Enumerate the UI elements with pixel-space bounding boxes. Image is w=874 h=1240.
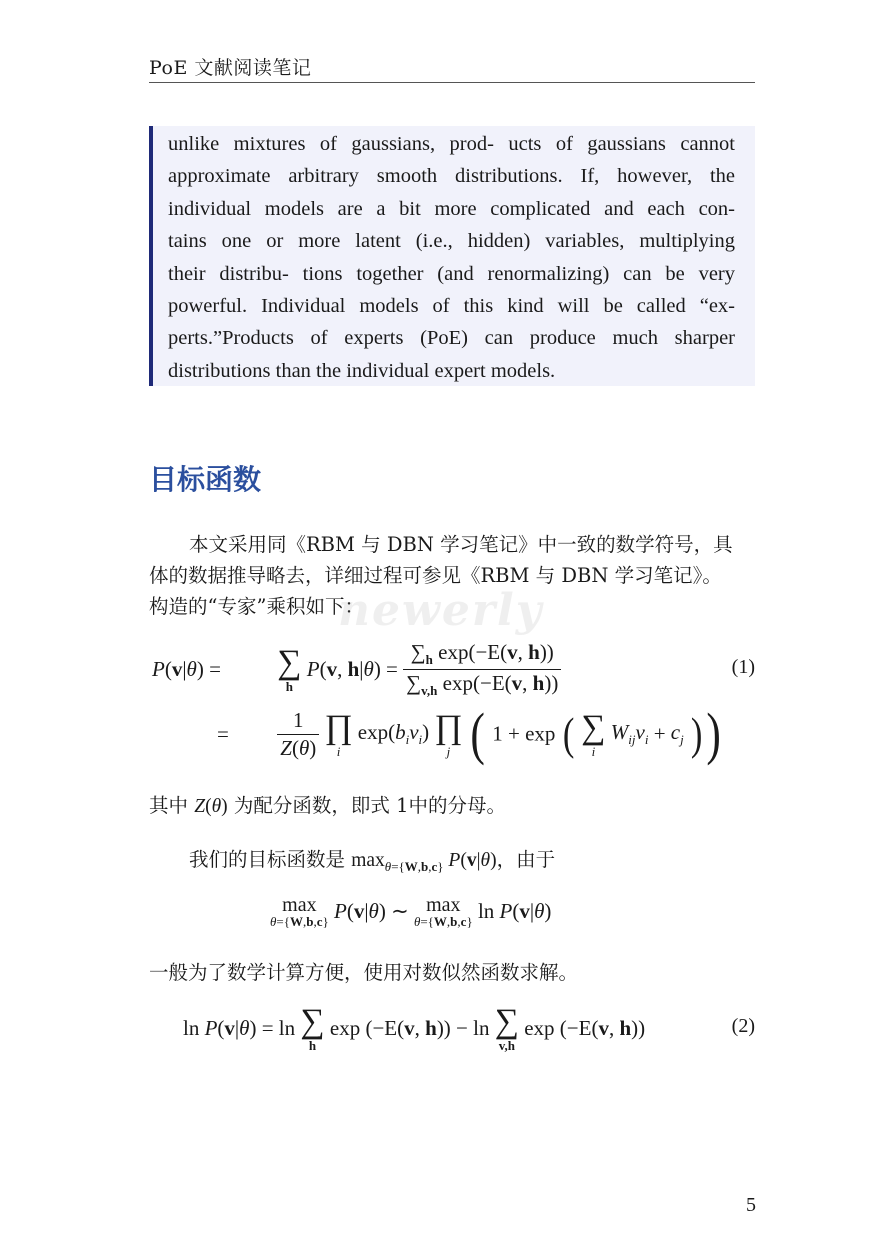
quote-line: distributions than the individual expert models.	[168, 359, 556, 382]
equation-1-number: (1)	[731, 656, 755, 678]
paragraph-line: 构造的“专家”乘积如下：	[149, 595, 364, 618]
abstract-quote	[149, 126, 755, 386]
quote-line: unlike mixtures of gaussians, prod- ucts of gaussians cannot	[168, 133, 735, 155]
text-suffix: ，由于	[496, 848, 556, 871]
paragraph-objective: 我们的目标函数是 $\max_{\theta=\{W,b,c\}} P(v|\theta)$，由于	[189, 848, 556, 874]
paragraph-line: 本文采用同《RBM 与 DBN 学习笔记》中一致的数学符号，具	[189, 533, 733, 556]
paragraph-line: 体的数据推导略去，详细过程可参见《RBM 与 DBN 学习笔记》。	[149, 564, 722, 587]
text-prefix: 我们的目标函数是	[189, 848, 346, 871]
text-middle: 为配分函数，即式 1中的分母。	[233, 794, 506, 817]
equation-2: ln P(v|θ) = ln ∑ h exp (−E(v, h)) − ln ∑ v,h exp (−E(v, h))	[183, 1003, 646, 1053]
equation-1-row-2: = $\frac{1}{Z(\theta)}$ ∏ i $\exp(b_iv_i)$ ∏ j ( 1 + exp ( ∑ i $W_{ij}v_i + c_j$ ))	[217, 701, 722, 766]
quote-line: perts.”Products of experts (PoE) can produce much sharper	[168, 327, 735, 350]
paragraph-loglik: 一般为了数学计算方便，使用对数似然函数求解。	[149, 961, 579, 984]
quote-line: their distribu- tions together (and renormalizing) can be very	[168, 262, 735, 285]
watermark: newerly	[338, 585, 544, 636]
quote-line: tains one or more latent (i.e., hidden) variables, multiplying	[168, 230, 735, 253]
text-prefix: 其中	[149, 794, 189, 817]
quote-line: individual models are a bit more complicated and each con-	[168, 197, 735, 220]
running-header: PoE 文献阅读笔记	[149, 54, 755, 83]
paragraph-partition: 其中 Z(θ) 为配分函数，即式 1中的分母。	[149, 794, 506, 817]
quote-line: approximate arbitrary smooth distributions. If, however, the	[168, 165, 735, 188]
equation-2-number: (2)	[731, 1015, 755, 1037]
equation-max-equivalence: max θ={W,b,c} P(v|θ) ∼ max θ={W,b,c} ln P(v|θ)	[270, 894, 552, 929]
quote-line: powerful. Individual models of this kind will be called “ex-	[168, 294, 735, 317]
page-number: 5	[746, 1194, 756, 1216]
section-title: 目标函数	[149, 463, 262, 496]
paragraph-intro	[149, 529, 755, 560]
equation-1-row-1: P(v|θ) = ∑ h P(v, h|θ) = $\frac{\sum_h \exp(-E(v, h))}{\sum_{v,h} \exp(-E(v, h))}$	[152, 640, 561, 699]
